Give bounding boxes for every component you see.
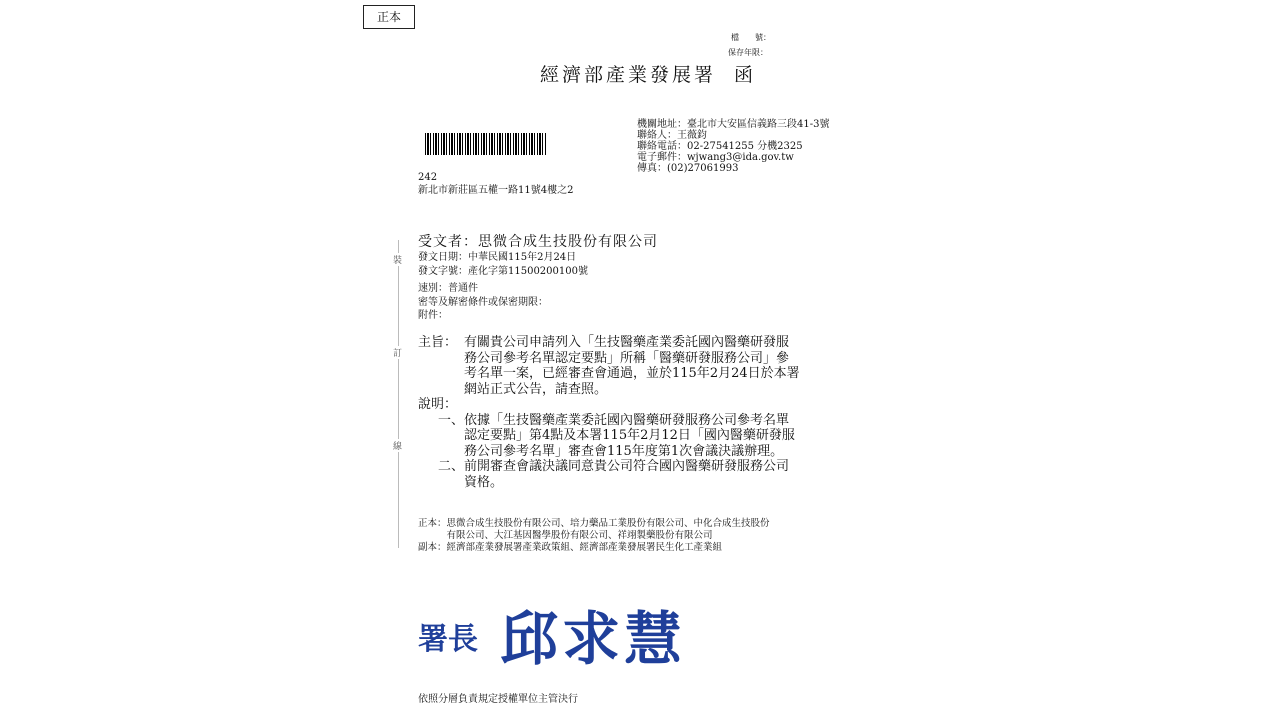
explanation-line: 前開審查會議決議同意貴公司符合國內醫藥研發服務公司 [464, 459, 790, 474]
explanation-line: 認定要點」第4點及本署115年2月12日「國內醫藥研發服 [464, 428, 795, 443]
security-level: 密等及解密條件或保密期限： [418, 296, 548, 308]
recipient-address [418, 171, 573, 197]
retention-period-label: 保存年限： [728, 48, 768, 57]
explanation-line: 資格。 [464, 474, 504, 490]
subject-line: 務公司參考名單認定要點」所稱「醫藥研發服務公司」參 [464, 350, 790, 366]
original-label: 正本： [418, 518, 447, 529]
distribution-list [418, 518, 770, 554]
item-number: 一、 [437, 412, 464, 428]
explanation-item [418, 459, 800, 490]
barcode [425, 133, 547, 155]
document-number: 發文字號：產化字第11500200100號 [418, 265, 588, 277]
copy-recipients [418, 542, 770, 554]
contact-person: 聯絡人：王薇鈞 [637, 130, 707, 141]
subject-line: 有關貴公司申請列入「生技醫藥產業委託國內醫藥研發服 [464, 335, 790, 350]
document-body [418, 335, 800, 490]
contact-phone: 聯絡電話：02-27541255 分機2325 [637, 141, 803, 152]
binding-line [398, 240, 399, 548]
subject-label: 主旨： [418, 335, 458, 350]
issue-date: 發文日期：中華民國115年2月24日 [418, 252, 577, 263]
document-title [540, 60, 756, 87]
zip-code: 242 [418, 172, 438, 183]
copy-label: 副本： [418, 542, 447, 553]
original-line: 思微合成生技股份有限公司、培力藥品工業股份有限公司、中化合成生技股份 [446, 518, 770, 529]
document-type: 函 [734, 64, 757, 86]
address-line: 新北市新莊區五權一路11號4樓之2 [418, 185, 574, 196]
file-number-label: 檔 號： [731, 33, 771, 42]
binding-mark-zhuang: 裝 [393, 253, 402, 266]
explanation-item [418, 413, 800, 460]
signature [418, 592, 686, 676]
recipient: 受文者：思微合成生技股份有限公司 [418, 234, 658, 250]
copy-line: 經濟部產業發展署產業政策組、經濟部產業發展署民生化工產業組 [446, 542, 723, 553]
authorization-note: 依照分層負責規定授權單位主管決行 [418, 694, 578, 705]
contact-email: 電子郵件：wjwang3@ida.gov.tw [637, 152, 794, 163]
attachments: 附件： [418, 310, 448, 321]
original-copy-stamp: 正本 [363, 5, 415, 29]
item-number: 二、 [437, 459, 464, 474]
explanation-line: 務公司參考名單」審查會115年度第1次會議決議辦理。 [464, 443, 784, 459]
signatory-name: 邱求慧 [500, 605, 687, 673]
subject-section [418, 335, 800, 397]
original-recipients [418, 518, 770, 542]
subject-line: 網站正式公告，請查照。 [464, 381, 608, 397]
subject-line: 考名單一案，已經審查會通過，並於115年2月24日於本署 [464, 366, 800, 381]
contact-info [637, 119, 829, 174]
delivery-speed: 速別：普通件 [418, 283, 478, 294]
issuing-organization: 經濟部產業發展署 [540, 64, 717, 86]
binding-mark-ding: 訂 [393, 346, 402, 359]
contact-fax: 傳真：(02)27061993 [637, 163, 739, 174]
explanation-label: 說明： [418, 397, 458, 412]
contact-address: 機關地址：臺北市大安區信義路三段41-3號 [637, 119, 830, 130]
binding-mark-xian: 線 [393, 439, 402, 452]
signatory-title: 署長 [418, 622, 478, 657]
explanation-line: 依據「生技醫藥產業委託國內醫藥研發服務公司參考名單 [464, 412, 790, 428]
document-meta [418, 251, 588, 323]
original-line: 有限公司、大江基因醫學股份有限公司、祥翊製藥股份有限公司 [446, 530, 713, 541]
